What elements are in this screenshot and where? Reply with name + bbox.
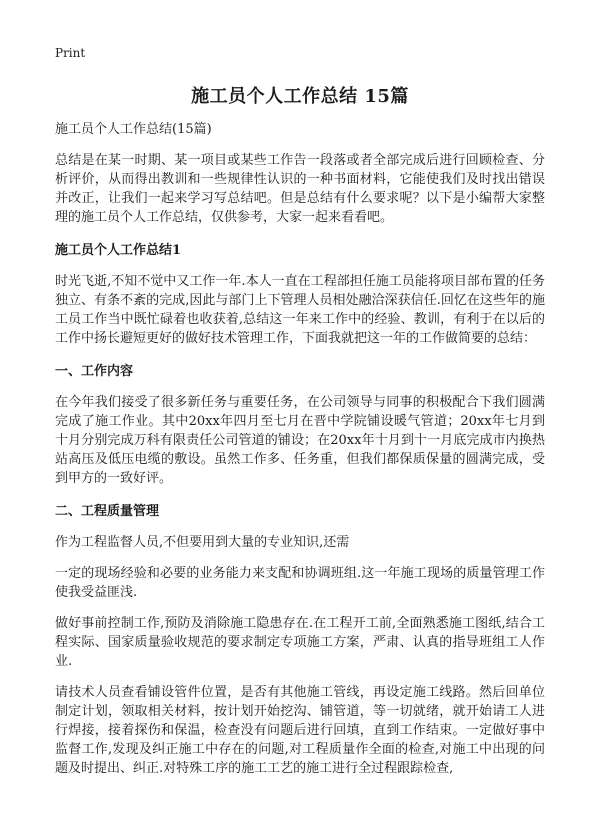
document-title: 施工员个人工作总结 15篇 — [191, 86, 409, 107]
document-subtitle: 施工员个人工作总结(15篇) — [55, 122, 212, 137]
intro-paragraph: 总结是在某一时期、某一项目或某些工作告一段落或者全部完成后进行回顾检查、分析评价，从而得出教训和一些规律性认识的一种书面材料，它能使我们及时找出错误并改正，让我们一起来学习写总结吧。但是总结有什么要求呢？以下是小编帮大家整理的施工员个人工作总结，仅供参考，大家一起来看看吧。 — [55, 153, 545, 225]
work-content-heading: 一、工作内容 — [55, 364, 134, 379]
quality-paragraph-4: 请技术人员查看铺设管件位置，是否有其他施工管线，再设定施工线路。然后回单位制定计划，领取相关材料，按计划开始挖沟、铺管道，等一切就绪，就开始请工人进行焊接，接着探伤和保温，检查没有问题后进行回填，直到工作结束。一定做好事中监督工作,发现及纠正施工中存在的问题,对工程质量作全面的检查,对施工中出现的问题及时提出、纠正.对特殊工序的施工工艺的施工进行全过程跟踪检查, — [55, 685, 545, 776]
quality-paragraph-2: 一定的现场经验和必要的业务能力来支配和协调班组.这一年施工现场的质量管理工作使我受益匪浅. — [55, 566, 545, 600]
work-content-paragraph: 在今年我们接受了很多新任务与重要任务，在公司领导与同事的积极配合下我们圆满完成了施工作业。其中20xx年四月至七月在晋中学院铺设暖气管道；20xx年七月到十月分别完成万科有限责任公司管道的铺设；在20xx年十月到十一月底完成市内换热站高压及低压电缆的敷设。虽然工作多、任务重，但我们都保质保量的圆满完成，受到甲方的一致好评。 — [55, 395, 545, 486]
document-body — [55, 120, 545, 790]
section-heading-1: 施工员个人工作总结1 — [55, 243, 182, 258]
quality-paragraph-3: 做好事前控制工作,预防及消除施工隐患存在.在工程开工前,全面熟悉施工图纸,结合工程实际、国家质量验收规范的要求制定专项施工方案，严肃、认真的指导班组工人作业. — [55, 616, 545, 669]
quality-management-heading: 二、工程质量管理 — [55, 504, 160, 519]
print-link[interactable]: Print — [55, 46, 86, 60]
section-1-paragraph: 时光飞逝,不知不觉中又工作一年.本人一直在工程部担任施工员能将项目部布置的任务独立、有条不紊的完成,因此与部门上下管理人员相处融洽深获信任.回忆在这些年的施工员工作当中既忙碌着也收获着,总结这一年来工作中的经验、教训，有利于在以后的工作中扬长避短更好的做好技术管理工作，下面我就把这一年的工作做简要的总结： — [55, 274, 545, 346]
quality-paragraph-1: 作为工程监督人员,不但要用到大量的专业知识,还需 — [55, 535, 350, 550]
